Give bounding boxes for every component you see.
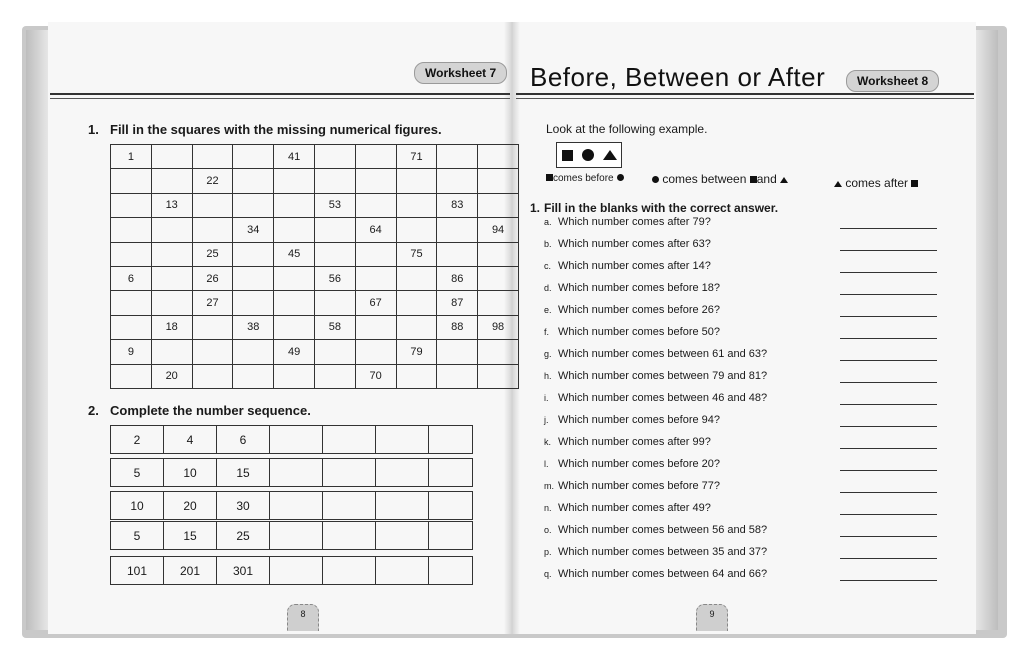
question-text: Which number comes after 14?: [558, 260, 711, 272]
grid-cell: 56: [314, 266, 355, 290]
question-letter: g.: [544, 349, 552, 359]
question-text: Which number comes before 94?: [558, 414, 721, 426]
question-letter: k.: [544, 437, 552, 447]
sequence-cell: 15: [217, 459, 270, 486]
grid-row: [111, 364, 519, 388]
question-text: Fill in the squares with the missing numerical figures.: [110, 122, 442, 137]
sequence-cell[interactable]: [270, 492, 323, 519]
circle-shape: [582, 149, 594, 161]
sequence-cell[interactable]: [270, 522, 323, 549]
sequence-cell[interactable]: [323, 492, 376, 519]
question-item: [544, 238, 944, 260]
grid-cell: 53: [314, 193, 355, 217]
question-text: Which number comes after 49?: [558, 502, 711, 514]
answer-blank[interactable]: [840, 404, 937, 405]
grid-cell[interactable]: [111, 242, 152, 266]
sequence-cell[interactable]: [376, 426, 429, 453]
triangle-icon: [780, 177, 788, 183]
grid-cell: 83: [437, 193, 478, 217]
question-text: Which number comes between 56 and 58?: [558, 524, 768, 536]
question-item: [544, 546, 944, 568]
question-text: Which number comes before 50?: [558, 326, 721, 338]
grid-cell[interactable]: [478, 340, 519, 364]
question-text: Which number comes between 46 and 48?: [558, 392, 768, 404]
grid-cell[interactable]: [314, 364, 355, 388]
sequence-cell[interactable]: [323, 522, 376, 549]
question-text: Which number comes after 79?: [558, 216, 711, 228]
grid-cell: 1: [111, 145, 152, 169]
question-number: 1.: [530, 201, 541, 215]
question-item: [544, 524, 944, 546]
sequence-cell[interactable]: [429, 459, 472, 486]
question-letter: q.: [544, 569, 552, 579]
example-shapes: [556, 142, 622, 168]
grid-cell: 41: [274, 145, 315, 169]
question-item: [544, 304, 944, 326]
grid-cell[interactable]: [192, 340, 233, 364]
grid-row: [111, 315, 519, 339]
sequence-cell: 2: [111, 426, 164, 453]
grid-cell: 26: [192, 266, 233, 290]
question-item: [544, 414, 944, 436]
question-letter: j.: [544, 415, 549, 425]
question-item: [544, 480, 944, 502]
grid-cell[interactable]: [192, 364, 233, 388]
answer-blank[interactable]: [840, 294, 937, 295]
grid-cell[interactable]: [355, 340, 396, 364]
grid-row: [111, 291, 519, 315]
grid-cell[interactable]: [151, 291, 192, 315]
grid-cell: 27: [192, 291, 233, 315]
grid-cell: 58: [314, 315, 355, 339]
sequence-cell: 201: [164, 557, 217, 584]
question-text: Which number comes between 61 and 63?: [558, 348, 768, 360]
answer-blank[interactable]: [840, 558, 937, 559]
grid-cell[interactable]: [274, 169, 315, 193]
question-text: Which number comes after 99?: [558, 436, 711, 448]
question-item: [544, 260, 944, 282]
grid-cell[interactable]: [396, 291, 437, 315]
answer-blank[interactable]: [840, 382, 937, 383]
grid-cell[interactable]: [355, 145, 396, 169]
sequence-cell[interactable]: [376, 459, 429, 486]
question-1-heading-right: [530, 201, 778, 215]
right-page-edges: [976, 30, 998, 630]
grid-cell[interactable]: [314, 242, 355, 266]
page-number-right: 9: [696, 604, 728, 631]
answer-blank[interactable]: [840, 514, 937, 515]
grid-cell[interactable]: [233, 169, 274, 193]
question-number: 1.: [88, 122, 99, 137]
header-rule-left: [50, 93, 510, 95]
sequence-cell[interactable]: [429, 557, 472, 584]
grid-cell[interactable]: [151, 266, 192, 290]
header-rule-right-thin: [516, 98, 974, 99]
grid-cell: 75: [396, 242, 437, 266]
question-letter: d.: [544, 283, 552, 293]
grid-cell[interactable]: [437, 145, 478, 169]
question-item: [544, 216, 944, 238]
sequence-cell[interactable]: [429, 522, 472, 549]
grid-row: [111, 266, 519, 290]
grid-row: [111, 169, 519, 193]
grid-row: [111, 193, 519, 217]
sequence-row: [110, 458, 473, 487]
question-text: Which number comes between 79 and 81?: [558, 370, 768, 382]
grid-cell: 87: [437, 291, 478, 315]
grid-cell: 70: [355, 364, 396, 388]
grid-cell[interactable]: [478, 193, 519, 217]
grid-cell[interactable]: [314, 145, 355, 169]
grid-cell[interactable]: [396, 315, 437, 339]
sequence-cell: 5: [111, 522, 164, 549]
answer-blank[interactable]: [840, 580, 937, 581]
answer-blank[interactable]: [840, 536, 937, 537]
grid-cell: 6: [111, 266, 152, 290]
grid-cell: 67: [355, 291, 396, 315]
sequence-cell: 30: [217, 492, 270, 519]
grid-row: [111, 340, 519, 364]
sequence-cell[interactable]: [376, 522, 429, 549]
square-icon: [911, 180, 918, 187]
grid-cell[interactable]: [274, 266, 315, 290]
square-shape: [562, 150, 573, 161]
number-grid: [110, 144, 519, 389]
grid-cell[interactable]: [192, 315, 233, 339]
page-number-left: 8: [287, 604, 319, 631]
grid-cell: 18: [151, 315, 192, 339]
grid-cell[interactable]: [233, 145, 274, 169]
legend-before: comes before: [546, 170, 624, 184]
grid-cell[interactable]: [233, 242, 274, 266]
square-icon: [546, 174, 553, 181]
sequence-cell[interactable]: [429, 492, 472, 519]
square-icon: [750, 176, 757, 183]
sequence-cell[interactable]: [376, 557, 429, 584]
answer-blank[interactable]: [840, 470, 937, 471]
question-letter: m.: [544, 481, 554, 491]
header-rule-left-thin: [50, 98, 510, 99]
question-item: [544, 392, 944, 414]
answer-blank[interactable]: [840, 448, 937, 449]
sequence-cell[interactable]: [376, 492, 429, 519]
question-item: [544, 458, 944, 480]
grid-cell[interactable]: [192, 193, 233, 217]
question-letter: c.: [544, 261, 552, 271]
grid-cell: 20: [151, 364, 192, 388]
grid-cell[interactable]: [396, 218, 437, 242]
grid-cell[interactable]: [437, 340, 478, 364]
grid-cell[interactable]: [111, 291, 152, 315]
answer-blank[interactable]: [840, 272, 937, 273]
grid-row: [111, 145, 519, 169]
grid-cell[interactable]: [396, 364, 437, 388]
grid-cell[interactable]: [314, 169, 355, 193]
grid-cell[interactable]: [396, 266, 437, 290]
grid-cell: 38: [233, 315, 274, 339]
sequence-cell: 10: [164, 459, 217, 486]
grid-cell[interactable]: [314, 218, 355, 242]
grid-cell[interactable]: [111, 218, 152, 242]
grid-cell[interactable]: [355, 193, 396, 217]
grid-cell[interactable]: [355, 242, 396, 266]
question-list: [544, 216, 944, 590]
question-letter: l.: [544, 459, 549, 469]
grid-cell[interactable]: [314, 291, 355, 315]
question-text: Which number comes before 20?: [558, 458, 721, 470]
grid-cell: 9: [111, 340, 152, 364]
grid-cell[interactable]: [151, 218, 192, 242]
grid-cell: 64: [355, 218, 396, 242]
sequence-cell: 301: [217, 557, 270, 584]
sequence-row: [110, 425, 473, 454]
grid-cell[interactable]: [355, 266, 396, 290]
grid-cell[interactable]: [355, 169, 396, 193]
grid-cell[interactable]: [274, 193, 315, 217]
grid-cell: 25: [192, 242, 233, 266]
grid-cell[interactable]: [233, 291, 274, 315]
sequence-cell: 25: [217, 522, 270, 549]
answer-blank[interactable]: [840, 492, 937, 493]
grid-cell[interactable]: [355, 315, 396, 339]
question-item: [544, 370, 944, 392]
grid-cell[interactable]: [478, 291, 519, 315]
page-title: Before, Between or After: [530, 62, 826, 92]
question-text: Which number comes between 64 and 66?: [558, 568, 768, 580]
grid-cell[interactable]: [437, 218, 478, 242]
example-label: Look at the following example.: [546, 122, 708, 136]
grid-cell[interactable]: [437, 169, 478, 193]
answer-blank[interactable]: [840, 338, 937, 339]
grid-cell[interactable]: [233, 193, 274, 217]
answer-blank[interactable]: [840, 250, 937, 251]
grid-cell[interactable]: [396, 169, 437, 193]
grid-cell[interactable]: [274, 291, 315, 315]
worksheet-badge-left: Worksheet 7: [414, 62, 507, 84]
grid-cell[interactable]: [111, 169, 152, 193]
grid-cell[interactable]: [274, 315, 315, 339]
question-letter: n.: [544, 503, 552, 513]
grid-row: [111, 218, 519, 242]
sequence-cell: 20: [164, 492, 217, 519]
sequence-cell: 6: [217, 426, 270, 453]
grid-cell: 34: [233, 218, 274, 242]
question-1-heading: [88, 122, 442, 137]
question-text: Complete the number sequence.: [110, 403, 311, 418]
question-letter: i.: [544, 393, 549, 403]
sequence-cell: 15: [164, 522, 217, 549]
question-number: 2.: [88, 403, 99, 418]
grid-cell[interactable]: [233, 364, 274, 388]
question-letter: f.: [544, 327, 550, 337]
sequence-row: [110, 521, 473, 550]
grid-cell: 13: [151, 193, 192, 217]
legend-between: comes between and: [652, 172, 788, 186]
left-page-edges: [26, 30, 48, 630]
question-item: [544, 326, 944, 348]
grid-cell[interactable]: [274, 218, 315, 242]
grid-cell[interactable]: [192, 218, 233, 242]
question-text: Which number comes between 35 and 37?: [558, 546, 768, 558]
grid-cell: 94: [478, 218, 519, 242]
grid-cell[interactable]: [111, 364, 152, 388]
sequence-cell[interactable]: [429, 426, 472, 453]
answer-blank[interactable]: [840, 426, 937, 427]
grid-cell: 71: [396, 145, 437, 169]
question-letter: o.: [544, 525, 552, 535]
grid-cell[interactable]: [151, 242, 192, 266]
answer-blank[interactable]: [840, 228, 937, 229]
question-letter: b.: [544, 239, 552, 249]
grid-cell: 49: [274, 340, 315, 364]
question-letter: e.: [544, 305, 552, 315]
question-text: Which number comes before 26?: [558, 304, 721, 316]
grid-row: [111, 242, 519, 266]
question-item: [544, 282, 944, 304]
grid-cell[interactable]: [478, 266, 519, 290]
grid-cell[interactable]: [151, 145, 192, 169]
answer-blank[interactable]: [840, 316, 937, 317]
question-2-heading: [88, 403, 311, 418]
sequence-cell[interactable]: [323, 557, 376, 584]
grid-cell[interactable]: [437, 242, 478, 266]
grid-cell: 98: [478, 315, 519, 339]
sequence-cell: 101: [111, 557, 164, 584]
grid-cell[interactable]: [111, 315, 152, 339]
grid-cell[interactable]: [274, 364, 315, 388]
question-letter: p.: [544, 547, 552, 557]
question-text: Fill in the blanks with the correct answer.: [544, 201, 779, 215]
grid-cell: 88: [437, 315, 478, 339]
question-item: [544, 348, 944, 370]
grid-cell[interactable]: [111, 193, 152, 217]
sequence-cell: 4: [164, 426, 217, 453]
question-letter: a.: [544, 217, 552, 227]
grid-cell[interactable]: [478, 145, 519, 169]
circle-icon: [652, 176, 659, 183]
answer-blank[interactable]: [840, 360, 937, 361]
question-item: [544, 568, 944, 590]
grid-cell[interactable]: [396, 193, 437, 217]
question-text: Which number comes before 77?: [558, 480, 721, 492]
question-item: [544, 502, 944, 524]
sequence-cell: 5: [111, 459, 164, 486]
grid-cell[interactable]: [151, 340, 192, 364]
sequence-row: [110, 556, 473, 585]
triangle-icon: [834, 181, 842, 187]
sequence-cell[interactable]: [270, 557, 323, 584]
grid-cell[interactable]: [192, 145, 233, 169]
sequence-cell[interactable]: [323, 459, 376, 486]
grid-cell: 86: [437, 266, 478, 290]
question-letter: h.: [544, 371, 552, 381]
grid-cell: 45: [274, 242, 315, 266]
sequence-cell: 10: [111, 492, 164, 519]
question-item: [544, 436, 944, 458]
worksheet-badge-right: Worksheet 8: [846, 70, 939, 92]
triangle-shape: [603, 150, 617, 160]
sequence-row: [110, 491, 473, 520]
question-text: Which number comes after 63?: [558, 238, 711, 250]
grid-cell[interactable]: [314, 340, 355, 364]
grid-cell[interactable]: [151, 169, 192, 193]
sequence-cell[interactable]: [270, 459, 323, 486]
grid-cell[interactable]: [233, 340, 274, 364]
sequence-cell[interactable]: [323, 426, 376, 453]
grid-cell[interactable]: [437, 364, 478, 388]
grid-cell[interactable]: [478, 364, 519, 388]
legend-after: comes after: [834, 176, 918, 190]
grid-cell[interactable]: [478, 242, 519, 266]
grid-cell[interactable]: [233, 266, 274, 290]
grid-cell[interactable]: [478, 169, 519, 193]
question-text: Which number comes before 18?: [558, 282, 721, 294]
sequence-cell[interactable]: [270, 426, 323, 453]
grid-cell: 79: [396, 340, 437, 364]
grid-cell: 22: [192, 169, 233, 193]
circle-icon: [617, 174, 624, 181]
header-rule-right: [516, 93, 974, 95]
